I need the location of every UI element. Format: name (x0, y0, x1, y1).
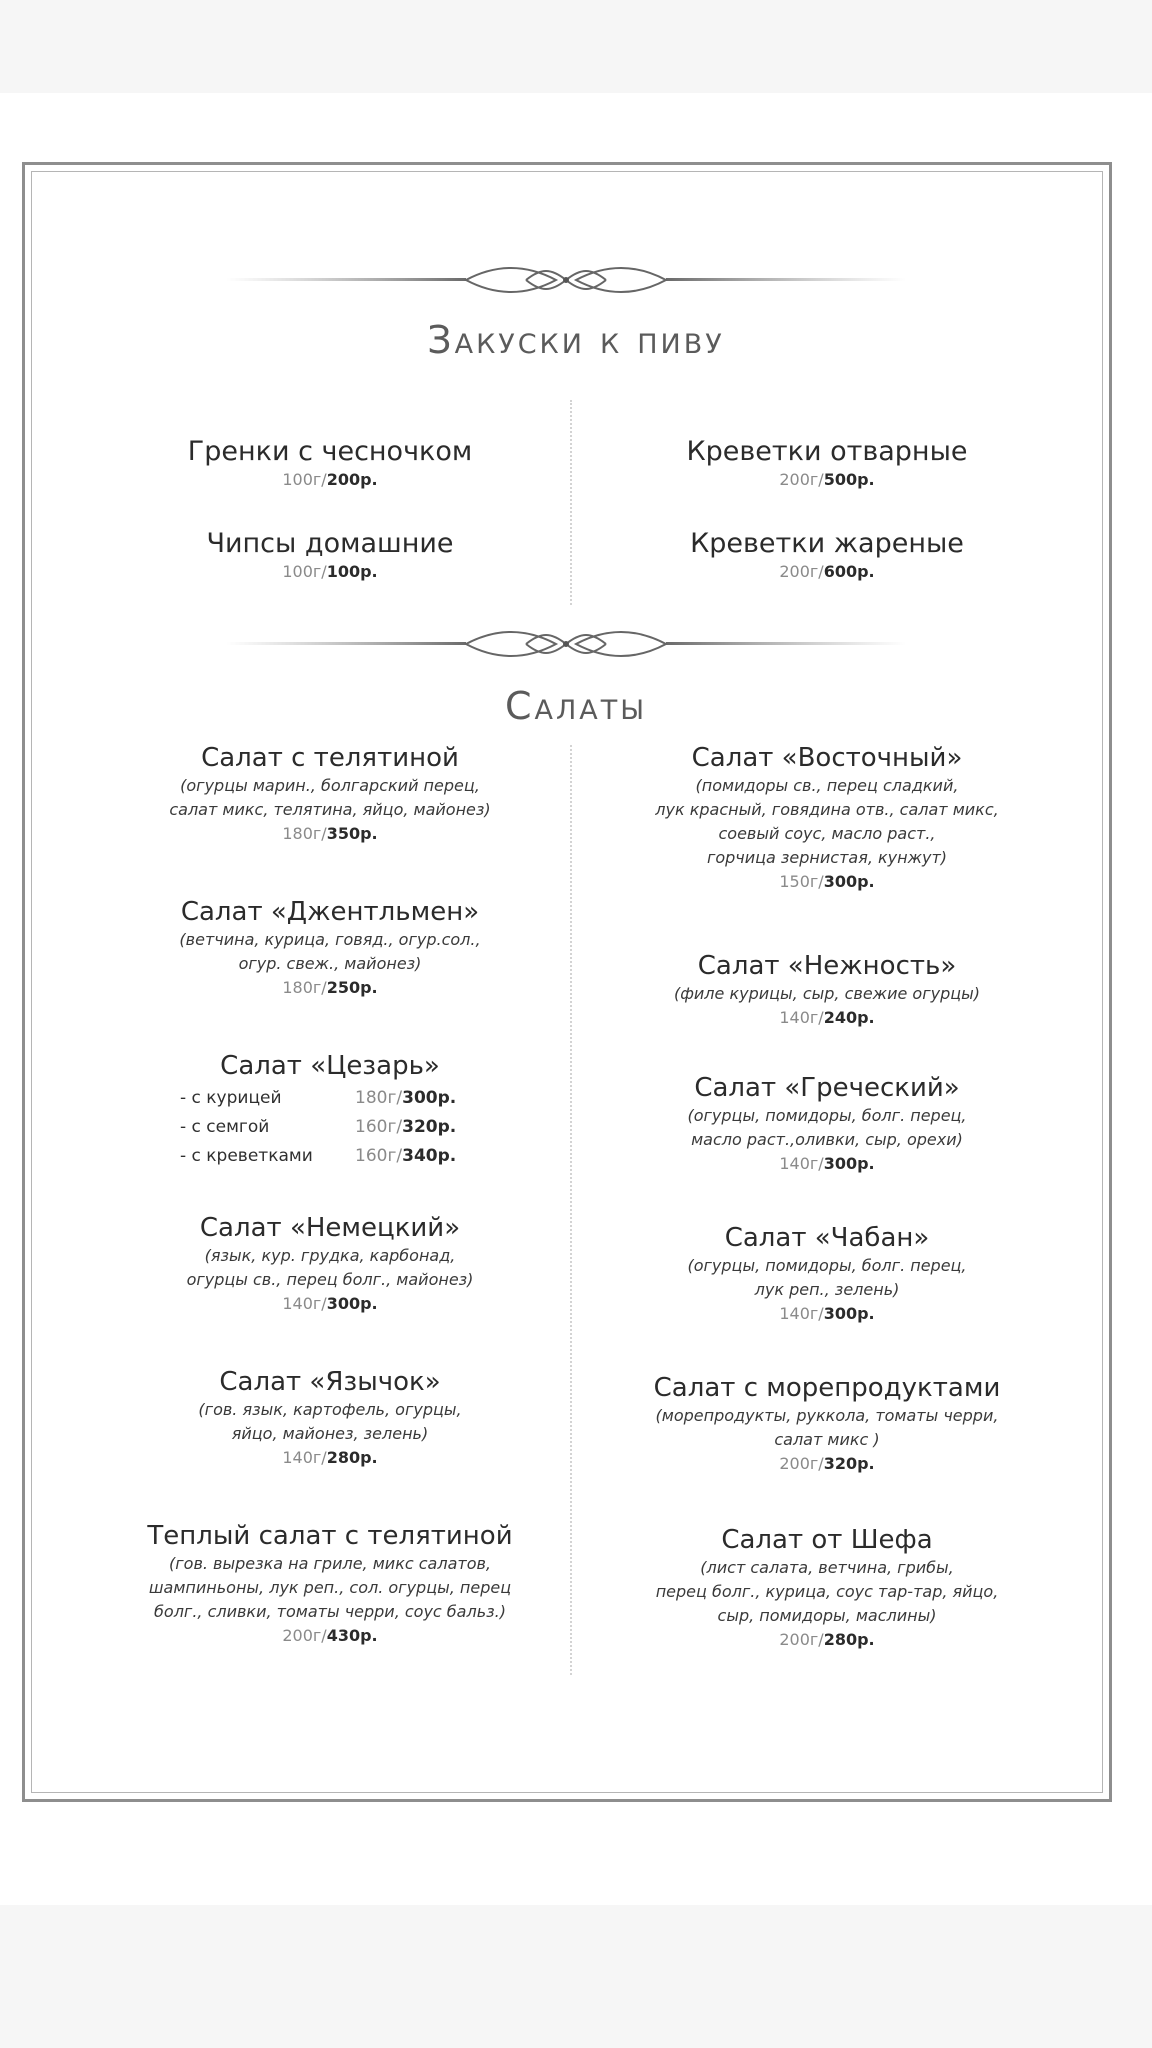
variant-label: - с курицей (180, 1088, 282, 1108)
menu-item-salad (597, 1372, 1057, 1476)
item-description: масло раст.,оливки, сыр, орехи) (691, 1130, 963, 1149)
item-variant (180, 1084, 480, 1113)
variant-price: 160г/340р. (355, 1146, 457, 1166)
item-price: 200г/430р. (282, 1626, 378, 1645)
item-name: Салат от Шефа (721, 1525, 933, 1555)
menu-item-salad (597, 950, 1057, 1030)
item-name: Теплый салат с телятиной (147, 1521, 513, 1551)
menu-item-salad (597, 742, 1057, 894)
item-price: 140г/280р. (282, 1448, 378, 1467)
item-name: Салат «Джентльмен» (180, 897, 480, 927)
item-description: (помидоры св., перец сладкий, (695, 776, 959, 795)
menu-item-salad (100, 1050, 560, 1171)
item-description: (ветчина, курица, говяд., огур.сол., (179, 930, 481, 949)
item-name: Салат «Чабан» (724, 1223, 930, 1253)
menu-item-snack (597, 528, 1057, 584)
item-name: Салат «Греческий» (694, 1073, 960, 1103)
item-name: Салат «Нежность» (697, 951, 957, 981)
item-variant (180, 1113, 480, 1142)
item-description: лук красный, говядина отв., салат микс, (655, 800, 999, 819)
menu-item-salad (597, 1524, 1057, 1652)
item-description: горчица зернистая, кунжут) (706, 848, 948, 867)
item-description: (гов. вырезка на гриле, микс салатов, (169, 1554, 491, 1573)
item-description: (огурцы, помидоры, болг. перец, (687, 1256, 967, 1275)
ornament-divider-middle (226, 626, 906, 662)
menu-item-salad (597, 1072, 1057, 1176)
menu-item-salad (100, 742, 560, 846)
item-price: 180г/350р. (282, 824, 378, 843)
column-divider-snacks (570, 400, 572, 605)
item-price: 100г/100р. (282, 562, 378, 581)
section-title-snacks: Закуски к пиву (427, 318, 725, 362)
variant-price: 180г/300р. (355, 1088, 457, 1108)
item-description: огурцы св., перец болг., майонез) (186, 1270, 474, 1289)
item-description: (огурцы марин., болгарский перец, (180, 776, 480, 795)
item-description: болг., сливки, томаты черри, соус бальз.) (154, 1602, 506, 1621)
item-name: Салат «Восточный» (691, 743, 963, 773)
item-name: Креветки отварные (686, 436, 968, 467)
item-price: 140г/300р. (779, 1154, 875, 1173)
section-title-salads: Салаты (504, 684, 648, 728)
item-price: 140г/300р. (779, 1304, 875, 1323)
item-price: 100г/200р. (282, 470, 378, 489)
item-price: 180г/250р. (282, 978, 378, 997)
item-price: 200г/500р. (779, 470, 875, 489)
menu-item-snack (597, 436, 1057, 492)
item-price: 140г/300р. (282, 1294, 378, 1313)
ornament-divider-top (226, 262, 906, 298)
item-name: Салат «Язычок» (219, 1367, 441, 1397)
menu-item-salad (100, 1520, 560, 1648)
variant-label: - с креветками (180, 1146, 313, 1166)
item-name: Гренки с чесночком (187, 436, 473, 467)
menu-item-salad (597, 1222, 1057, 1326)
item-name: Креветки жареные (690, 528, 964, 559)
item-description: (язык, кур. грудка, карбонад, (204, 1246, 456, 1265)
variant-label: - с семгой (180, 1117, 270, 1137)
item-description: соевый соус, масло раст., (718, 824, 936, 843)
item-name: Салат «Цезарь» (220, 1051, 440, 1081)
menu-item-salad (100, 1366, 560, 1470)
item-description: (гов. язык, картофель, огурцы, (198, 1400, 462, 1419)
item-description: (морепродукты, руккола, томаты черри, (655, 1406, 999, 1425)
item-description: (огурцы, помидоры, болг. перец, (687, 1106, 967, 1125)
menu-item-snack (100, 436, 560, 492)
item-description: лук реп., зелень) (754, 1280, 900, 1299)
item-description: шампиньоны, лук реп., сол. огурцы, перец (148, 1578, 512, 1597)
item-description: салат микс, телятина, яйцо, майонез) (169, 800, 491, 819)
item-name: Салат с телятиной (201, 743, 459, 773)
item-variant (180, 1142, 480, 1171)
column-divider-salads (570, 745, 572, 1675)
item-description: (филе курицы, сыр, свежие огурцы) (673, 984, 980, 1003)
item-name: Чипсы домашние (206, 528, 454, 559)
menu-item-snack (100, 528, 560, 584)
variant-price: 160г/320р. (355, 1117, 457, 1137)
item-price: 200г/320р. (779, 1454, 875, 1473)
item-description: сыр, помидоры, маслины) (717, 1606, 937, 1625)
item-description: (лист салата, ветчина, грибы, (700, 1558, 954, 1577)
menu-item-salad (100, 1212, 560, 1316)
item-price: 200г/600р. (779, 562, 875, 581)
item-price: 200г/280р. (779, 1630, 875, 1649)
item-variants (180, 1084, 480, 1171)
item-description: салат микс ) (774, 1430, 880, 1449)
item-description: перец болг., курица, соус тар-тар, яйцо, (655, 1582, 999, 1601)
menu-item-salad (100, 896, 560, 1000)
item-price: 150г/300р. (779, 872, 875, 891)
item-description: яйцо, майонез, зелень) (231, 1424, 429, 1443)
item-name: Салат с морепродуктами (653, 1373, 1001, 1403)
item-name: Салат «Немецкий» (199, 1213, 461, 1243)
item-description: огур. свеж., майонез) (238, 954, 422, 973)
item-price: 140г/240р. (779, 1008, 875, 1027)
